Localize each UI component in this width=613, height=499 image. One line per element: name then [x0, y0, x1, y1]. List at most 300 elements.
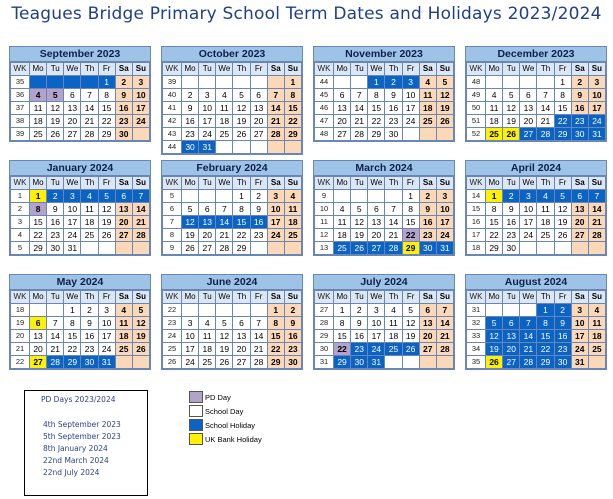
- week-row: [315, 102, 454, 115]
- day-cell: 4: [30, 89, 47, 102]
- day-cell: 27: [334, 128, 351, 141]
- day-header: Tu: [351, 63, 368, 76]
- day-cell: 3: [182, 317, 199, 330]
- legend-label: PD Day: [205, 392, 231, 402]
- day-cell: 10: [132, 89, 149, 102]
- day-header: Su: [132, 177, 149, 190]
- day-cell: 4: [115, 304, 132, 317]
- day-cell: 28: [81, 128, 98, 141]
- day-cell: 25: [81, 229, 98, 242]
- day-header: Mo: [182, 291, 199, 304]
- day-header: Fr: [98, 177, 115, 190]
- day-header: Mo: [486, 63, 503, 76]
- day-cell: 23: [47, 229, 64, 242]
- day-cell: 25: [216, 128, 233, 141]
- day-cell: 17: [588, 102, 605, 115]
- day-header: Sa: [571, 291, 588, 304]
- day-cell: [267, 242, 284, 255]
- week-number: 45: [315, 89, 334, 102]
- day-cell: 7: [351, 89, 368, 102]
- day-cell: 5: [132, 304, 149, 317]
- day-header: Th: [385, 177, 402, 190]
- week-number: 15: [467, 203, 486, 216]
- day-cell: [436, 128, 453, 141]
- day-cell: 1: [537, 304, 554, 317]
- day-cell: 4: [419, 76, 436, 89]
- day-cell: 15: [30, 216, 47, 229]
- day-cell: 11: [486, 102, 503, 115]
- day-cell: 27: [520, 128, 537, 141]
- day-header: WK: [163, 291, 182, 304]
- day-header: Sa: [571, 177, 588, 190]
- day-header: Th: [537, 63, 554, 76]
- day-cell: 14: [351, 102, 368, 115]
- day-cell: 3: [436, 190, 453, 203]
- week-row: [11, 128, 150, 141]
- day-cell: 10: [199, 102, 216, 115]
- day-cell: 20: [334, 115, 351, 128]
- day-cell: 5: [503, 89, 520, 102]
- month-title: December 2023: [466, 47, 606, 62]
- month-calendar: [9, 46, 151, 142]
- day-cell: 2: [115, 76, 132, 89]
- day-cell: 15: [98, 102, 115, 115]
- legend-swatch: [189, 405, 203, 417]
- day-cell: 5: [486, 317, 503, 330]
- week-row: [11, 190, 150, 203]
- day-cell: 28: [537, 128, 554, 141]
- day-cell: 17: [182, 343, 199, 356]
- day-header: We: [520, 177, 537, 190]
- day-header: Su: [436, 291, 453, 304]
- day-cell: 17: [267, 216, 284, 229]
- week-number: 38: [11, 115, 30, 128]
- day-cell: 1: [368, 76, 385, 89]
- day-header: Mo: [182, 63, 199, 76]
- day-header: Th: [385, 63, 402, 76]
- day-header: Fr: [554, 177, 571, 190]
- day-cell: 13: [250, 102, 267, 115]
- day-cell: 20: [571, 216, 588, 229]
- day-cell: 9: [419, 203, 436, 216]
- week-number: 49: [467, 89, 486, 102]
- day-header: Th: [385, 291, 402, 304]
- day-cell: 12: [98, 203, 115, 216]
- day-cell: 27: [64, 128, 81, 141]
- day-cell: 24: [132, 115, 149, 128]
- day-cell: 20: [503, 343, 520, 356]
- day-cell: 9: [81, 317, 98, 330]
- day-cell: 23: [503, 229, 520, 242]
- day-cell: 24: [368, 343, 385, 356]
- legend-swatch: [189, 391, 203, 403]
- week-row: [315, 89, 454, 102]
- day-header: Sa: [115, 177, 132, 190]
- day-cell: 15: [537, 330, 554, 343]
- day-cell: 8: [284, 89, 301, 102]
- day-cell: [30, 76, 47, 89]
- day-cell: 23: [571, 115, 588, 128]
- day-header: Fr: [554, 291, 571, 304]
- week-row: [467, 89, 606, 102]
- day-cell: 19: [351, 229, 368, 242]
- week-number: 29: [315, 330, 334, 343]
- day-cell: 7: [216, 203, 233, 216]
- week-row: [11, 229, 150, 242]
- week-number: 39: [163, 76, 182, 89]
- day-header: Mo: [30, 177, 47, 190]
- month-title: November 2023: [314, 47, 454, 62]
- day-cell: 21: [385, 229, 402, 242]
- week-row: [467, 330, 606, 343]
- day-cell: 10: [267, 203, 284, 216]
- week-number: 42: [163, 115, 182, 128]
- day-cell: [503, 304, 520, 317]
- day-cell: [132, 242, 149, 255]
- day-cell: 18: [199, 343, 216, 356]
- day-cell: [199, 190, 216, 203]
- day-cell: 26: [554, 229, 571, 242]
- day-cell: 28: [436, 343, 453, 356]
- day-cell: 29: [334, 356, 351, 369]
- day-cell: 18: [419, 102, 436, 115]
- day-cell: 20: [199, 229, 216, 242]
- day-cell: 18: [115, 330, 132, 343]
- week-number: 22: [11, 356, 30, 369]
- day-cell: [436, 356, 453, 369]
- day-cell: 3: [402, 76, 419, 89]
- day-cell: [250, 76, 267, 89]
- day-cell: 18: [284, 216, 301, 229]
- day-cell: 23: [250, 229, 267, 242]
- day-header: We: [216, 177, 233, 190]
- day-cell: 14: [81, 102, 98, 115]
- week-row: [11, 330, 150, 343]
- day-header: We: [64, 291, 81, 304]
- week-number: 36: [11, 89, 30, 102]
- day-cell: 11: [115, 317, 132, 330]
- day-cell: 13: [199, 216, 216, 229]
- month-calendar: [9, 160, 151, 256]
- day-cell: [115, 356, 132, 369]
- day-cell: 1: [486, 190, 503, 203]
- week-row: [467, 242, 606, 255]
- day-cell: 29: [554, 128, 571, 141]
- week-row: [315, 76, 454, 89]
- day-cell: 16: [554, 330, 571, 343]
- day-cell: [267, 76, 284, 89]
- day-cell: [334, 190, 351, 203]
- week-number: 14: [467, 190, 486, 203]
- day-cell: 2: [182, 89, 199, 102]
- week-row: [163, 304, 302, 317]
- day-cell: 3: [132, 76, 149, 89]
- day-header: Su: [588, 291, 605, 304]
- month-calendar: [465, 274, 607, 370]
- day-cell: 20: [233, 343, 250, 356]
- week-number: 16: [467, 216, 486, 229]
- month-calendar: [161, 46, 303, 155]
- day-cell: [216, 141, 233, 154]
- day-cell: [385, 190, 402, 203]
- week-number: 52: [467, 128, 486, 141]
- day-cell: 4: [284, 190, 301, 203]
- day-cell: 24: [64, 229, 81, 242]
- day-cell: 25: [385, 343, 402, 356]
- day-cell: 8: [267, 317, 284, 330]
- day-cell: 27: [368, 242, 385, 255]
- day-cell: [47, 304, 64, 317]
- day-cell: 12: [436, 89, 453, 102]
- pd-date: 22nd July 2024: [43, 468, 100, 477]
- day-cell: 6: [419, 304, 436, 317]
- day-cell: 26: [486, 356, 503, 369]
- day-cell: 20: [64, 115, 81, 128]
- day-cell: [351, 190, 368, 203]
- day-cell: 26: [351, 242, 368, 255]
- day-cell: 24: [571, 343, 588, 356]
- day-header: Mo: [182, 177, 199, 190]
- day-cell: 4: [385, 304, 402, 317]
- day-cell: 14: [385, 216, 402, 229]
- day-cell: 8: [368, 89, 385, 102]
- week-row: [163, 317, 302, 330]
- week-number: 22: [163, 304, 182, 317]
- day-cell: 5: [554, 190, 571, 203]
- day-cell: 20: [520, 115, 537, 128]
- day-header: WK: [315, 177, 334, 190]
- day-cell: 17: [368, 330, 385, 343]
- day-header: Mo: [334, 177, 351, 190]
- day-header: Su: [284, 291, 301, 304]
- day-cell: [216, 190, 233, 203]
- day-cell: 30: [284, 356, 301, 369]
- day-cell: [199, 76, 216, 89]
- day-header: Su: [284, 177, 301, 190]
- day-cell: [132, 128, 149, 141]
- week-row: [163, 115, 302, 128]
- week-row: [163, 128, 302, 141]
- week-number: 37: [11, 102, 30, 115]
- day-cell: 25: [334, 242, 351, 255]
- day-header: Th: [233, 291, 250, 304]
- month-title: May 2024: [10, 275, 150, 290]
- week-row: [467, 128, 606, 141]
- day-cell: 8: [334, 317, 351, 330]
- week-row: [315, 229, 454, 242]
- week-row: [11, 115, 150, 128]
- day-cell: 9: [571, 89, 588, 102]
- week-number: 3: [11, 216, 30, 229]
- day-cell: 29: [537, 356, 554, 369]
- day-cell: 7: [588, 190, 605, 203]
- week-row: [315, 115, 454, 128]
- day-cell: 13: [368, 216, 385, 229]
- week-row: [163, 356, 302, 369]
- day-cell: 5: [233, 89, 250, 102]
- day-cell: [64, 76, 81, 89]
- day-cell: 25: [115, 343, 132, 356]
- day-cell: 24: [402, 115, 419, 128]
- day-cell: 12: [402, 317, 419, 330]
- day-cell: [182, 304, 199, 317]
- day-header: We: [368, 63, 385, 76]
- day-cell: 7: [385, 203, 402, 216]
- day-cell: 1: [334, 304, 351, 317]
- day-cell: 8: [486, 203, 503, 216]
- day-header: Sa: [419, 177, 436, 190]
- day-cell: [115, 242, 132, 255]
- day-header: WK: [11, 291, 30, 304]
- week-number: 30: [315, 343, 334, 356]
- day-cell: [250, 141, 267, 154]
- week-number: 39: [11, 128, 30, 141]
- week-row: [467, 203, 606, 216]
- day-cell: 10: [571, 317, 588, 330]
- day-cell: [81, 76, 98, 89]
- day-cell: 3: [199, 89, 216, 102]
- day-cell: 5: [98, 190, 115, 203]
- day-cell: 27: [419, 343, 436, 356]
- week-row: [315, 242, 454, 255]
- day-cell: 6: [250, 89, 267, 102]
- day-header: We: [64, 63, 81, 76]
- day-cell: [402, 356, 419, 369]
- week-row: [163, 141, 302, 154]
- day-cell: 2: [284, 304, 301, 317]
- day-cell: 19: [98, 216, 115, 229]
- day-cell: 6: [199, 203, 216, 216]
- week-number: 44: [163, 141, 182, 154]
- day-header: Su: [132, 291, 149, 304]
- day-cell: 19: [182, 229, 199, 242]
- day-cell: 3: [98, 304, 115, 317]
- month-calendar: [9, 274, 151, 370]
- day-cell: 18: [537, 216, 554, 229]
- month-title: January 2024: [10, 161, 150, 176]
- week-row: [163, 242, 302, 255]
- day-cell: 16: [284, 330, 301, 343]
- day-cell: [250, 304, 267, 317]
- day-header: Th: [537, 177, 554, 190]
- month-title: August 2024: [466, 275, 606, 290]
- day-cell: 21: [47, 343, 64, 356]
- day-cell: 24: [520, 229, 537, 242]
- day-cell: 20: [250, 115, 267, 128]
- day-header: We: [368, 177, 385, 190]
- day-cell: [419, 128, 436, 141]
- day-cell: 21: [132, 216, 149, 229]
- week-row: [315, 330, 454, 343]
- day-cell: 26: [503, 128, 520, 141]
- day-cell: 3: [368, 304, 385, 317]
- day-cell: 20: [115, 216, 132, 229]
- day-cell: 15: [486, 216, 503, 229]
- day-cell: 15: [554, 102, 571, 115]
- day-cell: 31: [64, 242, 81, 255]
- day-cell: [233, 76, 250, 89]
- day-header: WK: [315, 63, 334, 76]
- day-cell: 19: [554, 216, 571, 229]
- day-header: We: [216, 63, 233, 76]
- day-cell: 13: [115, 203, 132, 216]
- day-header: Mo: [486, 291, 503, 304]
- day-cell: 6: [571, 190, 588, 203]
- day-cell: [334, 76, 351, 89]
- day-header: WK: [467, 63, 486, 76]
- day-cell: 3: [571, 304, 588, 317]
- day-cell: 26: [402, 343, 419, 356]
- week-number: 41: [163, 102, 182, 115]
- day-cell: 2: [419, 190, 436, 203]
- day-cell: [233, 304, 250, 317]
- day-cell: 21: [351, 115, 368, 128]
- day-cell: 2: [250, 190, 267, 203]
- day-cell: [588, 242, 605, 255]
- day-header: Sa: [115, 63, 132, 76]
- week-row: [163, 76, 302, 89]
- day-cell: 7: [47, 317, 64, 330]
- week-number: 24: [163, 330, 182, 343]
- day-cell: 2: [503, 190, 520, 203]
- day-cell: 22: [233, 229, 250, 242]
- week-row: [315, 304, 454, 317]
- day-cell: 26: [233, 128, 250, 141]
- day-cell: 2: [554, 304, 571, 317]
- week-number: 9: [315, 190, 334, 203]
- day-header: Su: [284, 63, 301, 76]
- day-header: WK: [163, 63, 182, 76]
- day-cell: 7: [436, 304, 453, 317]
- week-row: [163, 216, 302, 229]
- day-cell: 23: [81, 343, 98, 356]
- day-cell: 24: [436, 229, 453, 242]
- week-number: 28: [315, 317, 334, 330]
- day-cell: 13: [334, 102, 351, 115]
- day-cell: 14: [132, 203, 149, 216]
- day-cell: 10: [182, 330, 199, 343]
- day-cell: [351, 76, 368, 89]
- day-header: WK: [467, 177, 486, 190]
- day-cell: 24: [267, 229, 284, 242]
- day-cell: 26: [132, 343, 149, 356]
- day-cell: 11: [284, 203, 301, 216]
- day-cell: 27: [30, 356, 47, 369]
- day-cell: 26: [436, 115, 453, 128]
- day-header: Fr: [402, 291, 419, 304]
- week-row: [315, 343, 454, 356]
- week-number: 25: [163, 343, 182, 356]
- day-cell: 14: [520, 330, 537, 343]
- day-cell: 28: [250, 356, 267, 369]
- day-cell: 12: [182, 216, 199, 229]
- day-cell: 8: [233, 203, 250, 216]
- day-cell: 1: [98, 76, 115, 89]
- day-cell: 3: [267, 190, 284, 203]
- week-row: [315, 356, 454, 369]
- week-number: 35: [467, 356, 486, 369]
- day-cell: 11: [419, 89, 436, 102]
- day-header: WK: [467, 291, 486, 304]
- day-header: Sa: [267, 63, 284, 76]
- day-cell: 14: [436, 317, 453, 330]
- day-cell: 25: [30, 128, 47, 141]
- week-number: 27: [315, 304, 334, 317]
- day-cell: 29: [267, 356, 284, 369]
- day-cell: 18: [486, 115, 503, 128]
- week-row: [467, 229, 606, 242]
- day-cell: 29: [402, 242, 419, 255]
